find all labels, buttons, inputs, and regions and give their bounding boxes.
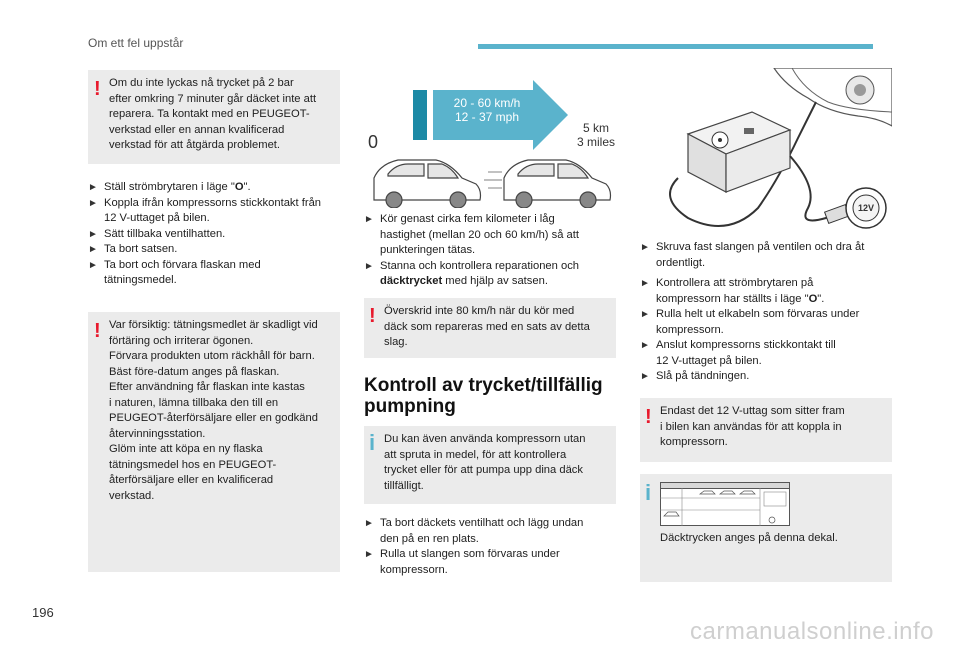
info-box-tyre-label: [640, 474, 892, 582]
page-header-title: Om ett fel uppstår: [88, 36, 184, 50]
warning-box-sealant: [88, 312, 340, 572]
warning-text: Var försiktig: tätningsmedlet är skadligt vid förtäring och irriterar ögonen. Förvara produkten utom räckhåll för barn. Bäst före-datum anges på flaskan. Efter användning får flaskan inte kastas i naturen, lämna tillbaka den till en PEUGEOT-återförsäljare eller en godkänd återvinningsstation. Glöm inte att köpa en ny flaska tätningsmedel hos en PEUGEOT- återförsäljare eller en kvalificerad verkstad.: [109, 319, 318, 502]
warning-icon: !: [94, 78, 101, 100]
list-item: ► Ställ strömbrytaren i läge "O".: [88, 180, 340, 196]
info-icon: i: [645, 480, 652, 505]
arrow-bullet-icon: ►: [640, 340, 650, 351]
list-item: ► Slå på tändningen.: [640, 369, 892, 385]
sticker-graphic: [660, 482, 790, 526]
socket-12v-label: 12V: [857, 203, 874, 213]
arrow-bullet-icon: ►: [364, 549, 374, 560]
list-item: ► Sätt tillbaka ventilhatten.: [88, 227, 340, 243]
arrow-bullet-icon: ►: [364, 260, 374, 272]
steps-list-col1: [88, 180, 340, 289]
steps-list-col3: [640, 240, 892, 271]
arrow-bullet-icon: ►: [364, 518, 374, 529]
info-icon: i: [369, 430, 376, 455]
info-box-compressor: [364, 426, 616, 504]
arrow-bullet-icon: ►: [364, 214, 374, 225]
arrow-bullet-icon: ►: [88, 228, 98, 240]
list-item: ► Koppla ifrån kompressorns stickkontakt från 12 V-uttaget på bilen.: [88, 196, 322, 224]
warning-box-socket: [640, 398, 892, 462]
list-item: ► Kör genast cirka fem kilometer i låg hastighet (mellan 20 och 60 km/h) så att punkteringen tätas.: [364, 213, 579, 256]
section-title: Kontroll av trycket/tillfällig pumpning: [364, 375, 603, 417]
arrow-bullet-icon: ►: [88, 244, 98, 255]
warning-icon: !: [645, 406, 652, 428]
warning-text: Om du inte lyckas nå trycket på 2 bar efter omkring 7 minuter går däcket inte att reparera. Ta kontakt med en PEUGEOT- verkstad eller en annan kvalificerad verkstad för att åtgärda problemet.: [109, 77, 317, 151]
steps-list-col2b: [364, 516, 616, 578]
distance-label: 5 km 3 miles: [576, 121, 615, 149]
info-text: Du kan även använda kompressorn utan att spruta in medel, för att kontrollera trycket eller för att pumpa upp dina däck tillfälligt.: [384, 433, 586, 492]
steps-list-col3b: [640, 276, 892, 385]
speed-range-label: 20 - 60 km/h 12 - 37 mph: [453, 96, 521, 124]
arrow-bullet-icon: ►: [88, 197, 98, 209]
distance-start-label: 0: [368, 132, 379, 152]
arrow-bullet-icon: ►: [88, 259, 98, 271]
steps-list-col2: [364, 212, 616, 290]
warning-box-speed: [364, 298, 616, 358]
arrow-bullet-icon: ►: [88, 182, 98, 193]
warning-text: Endast det 12 V-uttag som sitter fram i bilen kan användas för att koppla in kompressorn.: [660, 405, 845, 448]
list-item: ► Rulla ut slangen som förvaras under kompressorn.: [364, 548, 560, 576]
arrow-bullet-icon: ►: [640, 371, 650, 382]
list-item: ► Ta bort däckets ventilhatt och lägg undan den på en ren plats.: [364, 517, 584, 545]
list-item: ► Skruva fast slangen på ventilen och dra åt ordentligt.: [640, 241, 865, 269]
arrow-bullet-icon: ►: [640, 278, 650, 289]
arrow-bullet-icon: ►: [640, 309, 650, 320]
warning-text: Överskrid inte 80 km/h när du kör med däck som repareras med en sats av detta slag.: [384, 305, 590, 348]
list-item: ► Rulla helt ut elkabeln som förvaras under kompressorn.: [640, 308, 860, 336]
tyre-pressure-sticker-image: [660, 482, 790, 526]
warning-icon: !: [369, 305, 376, 327]
list-item: ► Anslut kompressorns stickkontakt till 12 V-uttaget på bilen.: [640, 339, 836, 367]
header-accent-bar: [478, 44, 873, 49]
sticker-caption: Däcktrycken anges på denna dekal.: [660, 532, 838, 544]
compressor-illustration: [648, 68, 892, 232]
driving-illustration: [358, 68, 620, 208]
list-item: ► Kontrollera att strömbrytaren på kompressorn har ställts i läge "O".: [640, 277, 825, 305]
warning-box-pressure: [88, 70, 340, 164]
list-item: ► Ta bort satsen.: [88, 242, 340, 258]
list-item: ► Ta bort och förvara flaskan med tätningsmedel.: [88, 258, 261, 286]
watermark-text: carmanualsonline.info: [690, 618, 934, 645]
list-item: ► Stanna och kontrollera reparationen och däcktrycket med hjälp av satsen.: [364, 259, 580, 287]
page-number: 196: [32, 605, 54, 620]
warning-icon: !: [94, 320, 101, 342]
arrow-bullet-icon: ►: [640, 242, 650, 253]
